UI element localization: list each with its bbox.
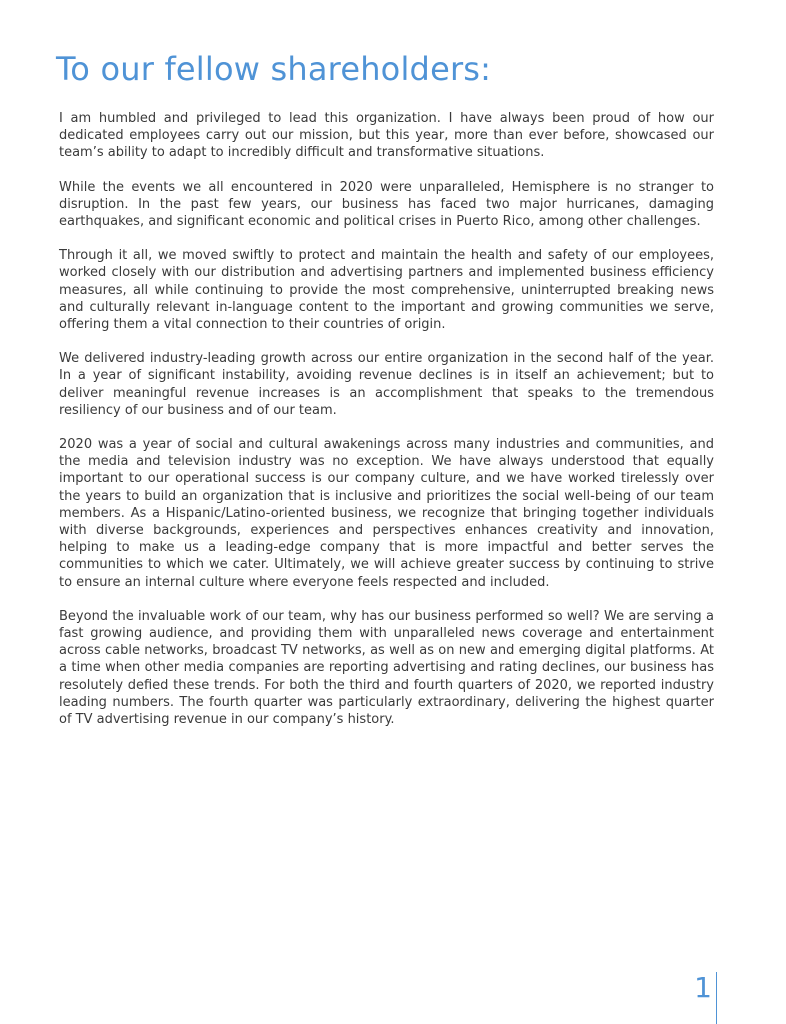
paragraph: Beyond the invaluable work of our team, why has our business performed so well? We are serving a fast growing audience, and providing them with unparalleled news coverage and entertainment across cable networks, broadcast TV networks, as well as on new and emerging digital platforms. At a time when other media companies are reporting advertising and rating declines, our business has resolutely defied these trends. For both the third and fourth quarters of 2020, we reported industry leading numbers. The fourth quarter was particularly extraordinary, delivering the highest quarter of TV advertising revenue in our company’s history. [59, 608, 714, 728]
paragraph: While the events we all encountered in 2020 were unparalleled, Hemisphere is no stranger to disruption. In the past few years, our business has faced two major hurricanes, damaging earthquakes, and significant economic and political crises in Puerto Rico, among other challenges. [59, 179, 714, 230]
letter-body [59, 110, 714, 745]
page-number: 1 [694, 971, 712, 1004]
paragraph: 2020 was a year of social and cultural awakenings across many industries and communities, and the media and television industry was no exception. We have always understood that equally important to our operational success is our company culture, and we have worked tirelessly over the years to build an organization that is inclusive and prioritizes the social well-being of our team members. As a Hispanic/Latino-oriented business, we recognize that bringing together individuals with diverse backgrounds, experiences and perspectives enhances creativity and innovation, helping to make us a leading-edge company that is more impactful and better serves the communities to which we cater. Ultimately, we will achieve greater success by continuing to strive to ensure an internal culture where everyone feels respected and included. [59, 437, 714, 590]
paragraph: We delivered industry-leading growth across our entire organization in the second half of the year. In a year of significant instability, avoiding revenue declines is in itself an achievement; but to deliver meaningful revenue increases is an accomplishment that speaks to the tremendous resiliency of our business and of our team. [59, 351, 714, 418]
paragraph: Through it all, we moved swiftly to protect and maintain the health and safety of our employees, worked closely with our distribution and advertising partners and implemented business efficiency measures, all while continuing to provide the most comprehensive, uninterrupted breaking news and culturally relevant in-language content to the important and growing communities we serve, offering them a vital connection to their countries of origin. [59, 248, 714, 333]
paragraph: I am humbled and privileged to lead this organization. I have always been proud of how our dedicated employees carry out our mission, but this year, more than ever before, showcased our team’s ability to adapt to incredibly difficult and transformative situations. [59, 111, 714, 161]
page-number-divider [716, 972, 717, 1024]
page-title: To our fellow shareholders: [56, 50, 492, 88]
